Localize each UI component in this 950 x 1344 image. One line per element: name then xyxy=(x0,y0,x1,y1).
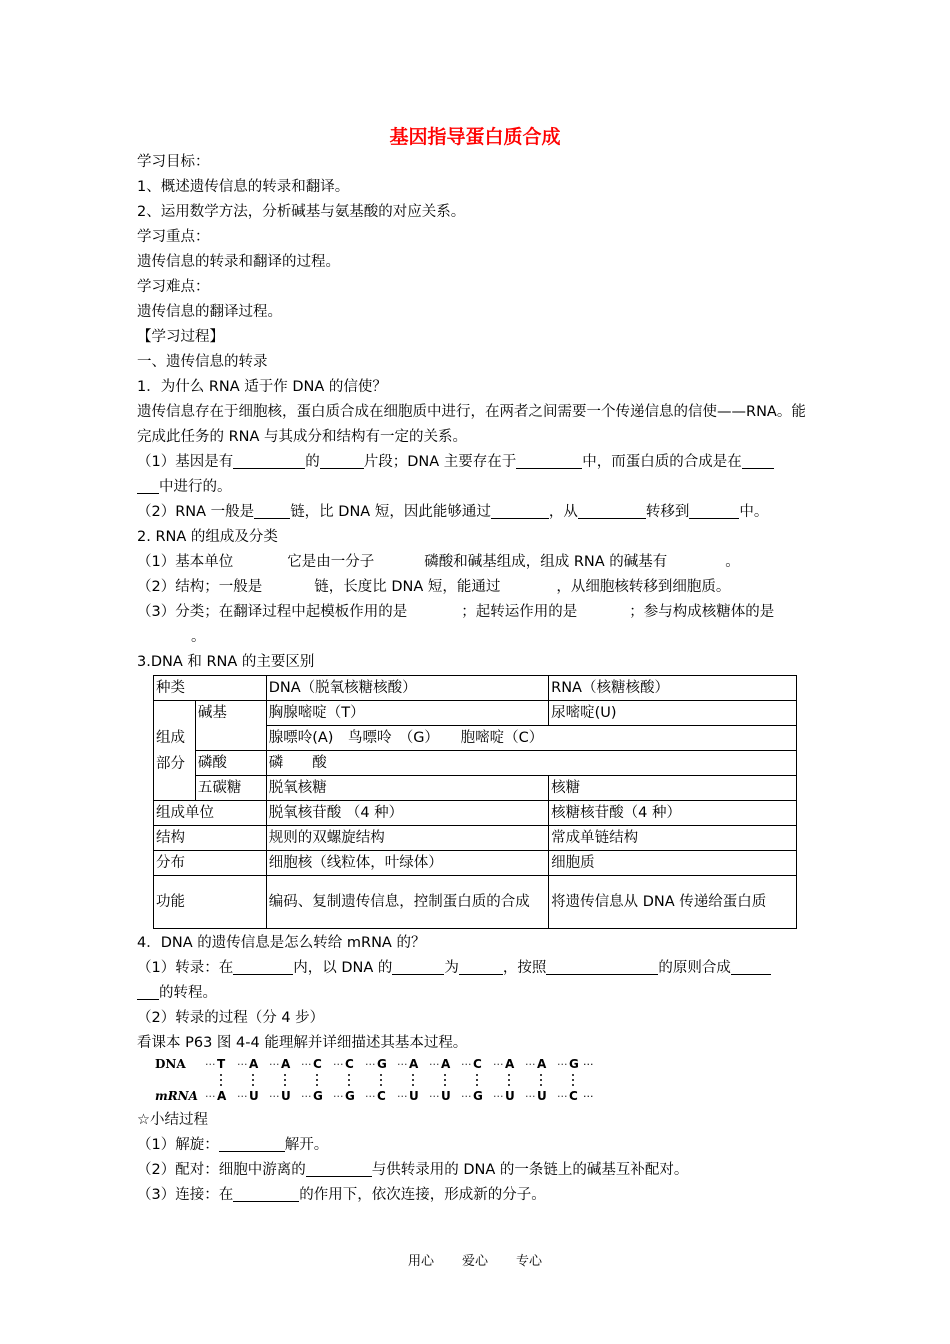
blank xyxy=(254,502,290,519)
table-row xyxy=(154,851,797,876)
table-row xyxy=(154,776,797,801)
question-2-line-3 xyxy=(137,600,815,650)
table-cell: 将遗传信息从 DNA 传递给蛋白质 xyxy=(549,876,797,929)
dots: ··· xyxy=(237,1090,248,1103)
difficulty-label: 学习难点： xyxy=(137,279,210,295)
table-cell: 组成部分 xyxy=(154,701,196,801)
table-cell: 碱基 xyxy=(195,701,266,751)
dots: ··· xyxy=(525,1090,536,1103)
dna-base: G xyxy=(377,1057,387,1071)
table-cell: 规则的双螺旋结构 xyxy=(266,826,548,851)
dots: ··· xyxy=(333,1090,344,1103)
table-cell: 脱氧核糖 xyxy=(266,776,548,801)
transcription-diagram xyxy=(155,1056,815,1108)
text-fragment: 中进行的。 xyxy=(159,479,232,495)
mrna-base: U xyxy=(537,1089,547,1103)
dots: ··· xyxy=(583,1058,594,1071)
dots: ··· xyxy=(205,1058,216,1071)
blank xyxy=(233,1185,299,1202)
table-cell: 核糖核苷酸（4 种） xyxy=(549,801,797,826)
text-fragment: 解开。 xyxy=(284,1137,329,1153)
table-cell: 种类 xyxy=(154,676,267,701)
dna-base: G xyxy=(569,1057,579,1071)
summary-label: ☆小结过程 xyxy=(137,1112,208,1128)
table-row xyxy=(154,876,797,929)
blank xyxy=(137,983,159,1000)
dna-rna-comparison-table xyxy=(153,675,797,929)
blank xyxy=(689,502,739,519)
text-fragment: 中。 xyxy=(739,504,769,520)
question-4-title: 4．DNA 的遗传信息是怎么转给 mRNA 的？ xyxy=(137,935,426,951)
document-body xyxy=(137,150,815,1208)
text-fragment: （2）配对：细胞中游离的 xyxy=(137,1162,306,1178)
question-2-line-1 xyxy=(137,550,815,575)
table-row xyxy=(154,701,797,726)
text-fragment: （1）转录：在 xyxy=(137,960,234,976)
dna-base: A xyxy=(249,1057,259,1071)
text-fragment: 的原则合成 xyxy=(658,960,731,976)
dots: ··· xyxy=(301,1058,312,1071)
text-fragment: 。 xyxy=(191,629,206,645)
dots: ··· xyxy=(333,1058,344,1071)
dna-base: C xyxy=(313,1057,322,1071)
text-fragment: 的作用下，依次连接，形成新的分子。 xyxy=(299,1187,546,1203)
blank xyxy=(392,958,444,975)
blank xyxy=(742,452,774,469)
dots: ··· xyxy=(269,1058,280,1071)
key-points-text: 遗传信息的转录和翻译的过程。 xyxy=(137,254,340,270)
text-fragment: （3）连接：在 xyxy=(137,1187,234,1203)
footer-text: 专心 xyxy=(516,1254,543,1269)
mrna-base: U xyxy=(409,1089,419,1103)
dots: ··· xyxy=(269,1090,280,1103)
text-fragment: ，从细胞核转移到细胞质。 xyxy=(556,579,731,595)
table-cell: 腺嘌呤(A) 鸟嘌呤 （G） 胞嘧啶（C） xyxy=(266,726,796,751)
dna-base: A xyxy=(505,1057,515,1071)
blank xyxy=(491,502,549,519)
dna-base: A xyxy=(409,1057,419,1071)
table-row xyxy=(154,751,797,776)
dots: ··· xyxy=(429,1058,440,1071)
text-fragment: 内，以 DNA 的 xyxy=(293,960,393,976)
process-label: 【学习过程】 xyxy=(137,329,224,345)
text-fragment: 的转程。 xyxy=(159,985,217,1001)
difficulty-text: 遗传信息的翻译过程。 xyxy=(137,304,282,320)
blank xyxy=(306,1160,372,1177)
text-fragment: 中，而蛋白质的合成是在 xyxy=(582,454,742,470)
dots: ··· xyxy=(301,1090,312,1103)
text-fragment: 的 xyxy=(305,454,320,470)
mrna-base: G xyxy=(313,1089,323,1103)
summary-step-3 xyxy=(137,1183,815,1208)
text-fragment: ，按照 xyxy=(502,960,547,976)
table-cell: 分布 xyxy=(154,851,267,876)
page-title: 基因指导蛋白质合成 xyxy=(389,126,561,148)
mrna-base: G xyxy=(473,1089,483,1103)
dna-base: A xyxy=(441,1057,451,1071)
dna-base: A xyxy=(281,1057,291,1071)
dots: ··· xyxy=(525,1058,536,1071)
dots: ··· xyxy=(429,1090,440,1103)
text-fragment: ；起转运作用的是 xyxy=(461,604,578,620)
blank xyxy=(219,1135,285,1152)
text-fragment: （1）基本单位 xyxy=(137,554,234,570)
dna-base: C xyxy=(345,1057,354,1071)
table-cell: RNA（核糖核酸） xyxy=(549,676,797,701)
table-cell: 尿嘧啶(U) xyxy=(549,701,797,726)
text-fragment: 链，长度比 DNA 短，能通过 xyxy=(314,579,501,595)
text-fragment: 为 xyxy=(444,960,459,976)
blank xyxy=(578,502,646,519)
dots: ··· xyxy=(365,1058,376,1071)
question-4-line-1 xyxy=(137,956,815,1006)
text-fragment: （2）RNA 一般是 xyxy=(137,504,255,520)
blank xyxy=(731,958,771,975)
table-cell: 磷 酸 xyxy=(266,751,796,776)
question-4-line-2: （2）转录的过程（分 4 步） xyxy=(137,1010,325,1026)
table-cell: 磷酸 xyxy=(195,751,266,776)
mrna-base: G xyxy=(345,1089,355,1103)
blank xyxy=(516,452,582,469)
summary-step-2 xyxy=(137,1158,815,1183)
section-heading: 一、遗传信息的转录 xyxy=(137,354,268,370)
text-fragment: 它是由一分子 xyxy=(287,554,375,570)
page-footer xyxy=(0,1250,950,1269)
text-fragment: （2）结构；一般是 xyxy=(137,579,263,595)
table-cell: 核糖 xyxy=(549,776,797,801)
table-cell: DNA（脱氧核糖核酸） xyxy=(266,676,548,701)
table-cell: 结构 xyxy=(154,826,267,851)
question-3-title: 3.DNA 和 RNA 的主要区别 xyxy=(137,654,315,670)
question-2-title: 2. RNA 的组成及分类 xyxy=(137,529,278,545)
text-fragment: （1）基因是有 xyxy=(137,454,234,470)
text-fragment: 磷酸和碱基组成，组成 RNA 的碱基有 xyxy=(424,554,668,570)
objective-item: 2、运用数学方法，分析碱基与氨基酸的对应关系。 xyxy=(137,204,466,220)
mrna-base: A xyxy=(217,1089,227,1103)
dots: ··· xyxy=(493,1058,504,1071)
mrna-base: U xyxy=(249,1089,259,1103)
text-fragment: ；参与构成核糖体的是 xyxy=(629,604,775,620)
dna-base: A xyxy=(537,1057,547,1071)
question-4-line-3: 看课本 P63 图 4-4 能理解并详细描述其基本过程。 xyxy=(137,1035,468,1051)
table-row xyxy=(154,676,797,701)
text-fragment: 转移到 xyxy=(645,504,690,520)
dots: ··· xyxy=(237,1058,248,1071)
footer-text: 用心 xyxy=(407,1254,434,1269)
objective-item: 1、概述遗传信息的转录和翻译。 xyxy=(137,179,350,195)
table-cell: 组成单位 xyxy=(154,801,267,826)
table-row xyxy=(154,801,797,826)
mrna-base: U xyxy=(281,1089,291,1103)
question-1-title: 1．为什么 RNA 适于作 DNA 的信使？ xyxy=(137,379,387,395)
table-cell: 脱氧核苷酸 （4 种） xyxy=(266,801,548,826)
footer-text: 爱心 xyxy=(461,1254,488,1269)
mrna-base: C xyxy=(569,1089,578,1103)
table-cell: 功能 xyxy=(154,876,267,929)
blank xyxy=(546,958,658,975)
dna-base: T xyxy=(217,1057,226,1071)
summary-step-1 xyxy=(137,1133,815,1158)
dots: ··· xyxy=(583,1090,594,1103)
dna-base: C xyxy=(473,1057,482,1071)
blank xyxy=(233,452,305,469)
key-points-label: 学习重点： xyxy=(137,229,210,245)
dots: ··· xyxy=(461,1058,472,1071)
dots: ··· xyxy=(461,1090,472,1103)
blank xyxy=(459,958,503,975)
mrna-strand-label: mRNA xyxy=(155,1089,198,1103)
question-2-line-2 xyxy=(137,575,815,600)
question-1-intro: 遗传信息存在于细胞核，蛋白质合成在细胞质中进行，在两者之间需要一个传递信息的信使——RNA。能完成此任务的 RNA 与其成分和结构有一定的关系。 xyxy=(137,404,806,445)
objectives-label: 学习目标： xyxy=(137,154,210,170)
table-cell: 常成单链结构 xyxy=(549,826,797,851)
dna-strand-label: DNA xyxy=(155,1057,186,1071)
dots: ··· xyxy=(397,1058,408,1071)
text-fragment: （1）解旋： xyxy=(137,1137,219,1153)
question-1-line-2 xyxy=(137,500,815,525)
mrna-base: U xyxy=(441,1089,451,1103)
text-fragment: 链，比 DNA 短，因此能够通过 xyxy=(290,504,491,520)
question-1-line-1 xyxy=(137,450,815,500)
table-cell: 细胞质 xyxy=(549,851,797,876)
text-fragment: 与供转录用的 DNA 的一条链上的碱基互补配对。 xyxy=(371,1162,689,1178)
table-cell: 胸腺嘧啶（T） xyxy=(266,701,548,726)
text-fragment: （3）分类；在翻译过程中起模板作用的是 xyxy=(137,604,408,620)
table-cell: 五碳糖 xyxy=(195,776,266,801)
blank xyxy=(320,452,364,469)
dots: ··· xyxy=(557,1090,568,1103)
mrna-base: U xyxy=(505,1089,515,1103)
text-fragment: 片段；DNA 主要存在于 xyxy=(363,454,517,470)
mrna-base: C xyxy=(377,1089,386,1103)
blank xyxy=(233,958,293,975)
dots: ··· xyxy=(365,1090,376,1103)
blank xyxy=(137,477,159,494)
text-fragment: 。 xyxy=(725,554,740,570)
dots: ··· xyxy=(205,1090,216,1103)
dots: ··· xyxy=(397,1090,408,1103)
table-cell: 细胞核（线粒体，叶绿体） xyxy=(266,851,548,876)
dots: ··· xyxy=(493,1090,504,1103)
table-row xyxy=(154,826,797,851)
dots: ··· xyxy=(557,1058,568,1071)
text-fragment: ，从 xyxy=(548,504,578,520)
base-pairing-figure xyxy=(155,1056,605,1106)
table-cell: 编码、复制遗传信息，控制蛋白质的合成 xyxy=(266,876,548,929)
